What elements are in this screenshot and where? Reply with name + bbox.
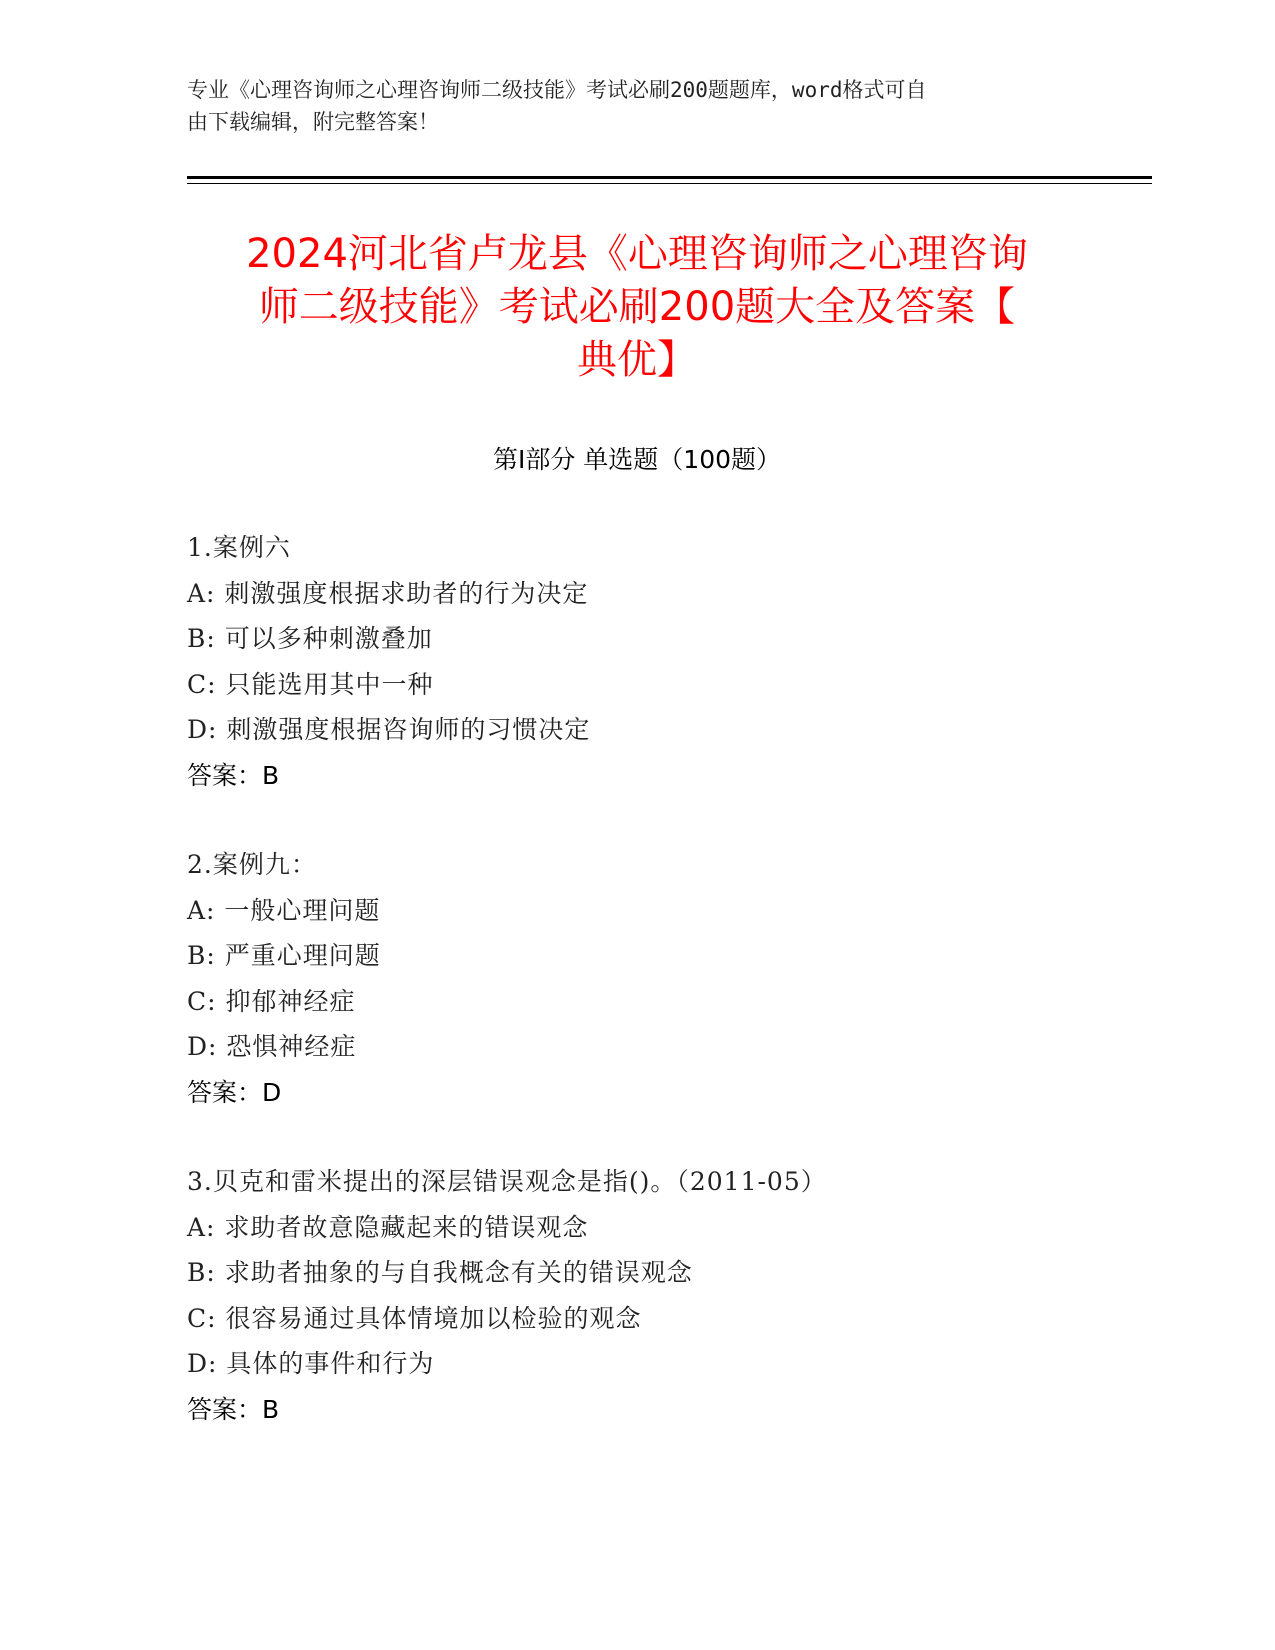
title-line-1: 2024河北省卢龙县《心理咨询师之心理咨询 xyxy=(246,231,1028,277)
question-list xyxy=(187,525,1147,1476)
option-c: C: 很容易通过具体情境加以检验的观念 xyxy=(187,1303,642,1333)
option-d: D: 具体的事件和行为 xyxy=(187,1349,435,1378)
option-a: A: 一般心理问题 xyxy=(187,895,381,925)
header-note xyxy=(187,74,1067,138)
question-stem: 2.案例九： xyxy=(187,850,317,879)
option-b: B: 严重心理问题 xyxy=(187,941,381,970)
document-title xyxy=(187,228,1087,387)
answer: 答案：B xyxy=(187,760,280,790)
question-stem: 3.贝克和雷米提出的深层错误观念是指()。（2011-05） xyxy=(187,1167,827,1196)
option-d: D: 刺激强度根据咨询师的习惯决定 xyxy=(187,715,591,744)
header-note-line-1: 专业《心理咨询师之心理咨询师二级技能》考试必刷200题题库，word格式可自 xyxy=(187,78,927,102)
option-a: A: 求助者故意隐藏起来的错误观念 xyxy=(187,1212,589,1242)
question-stem: 1.案例六 xyxy=(187,533,291,562)
title-line-2: 师二级技能》考试必刷200题大全及答案【 xyxy=(258,284,1016,330)
header-note-line-2: 由下载编辑，附完整答案！ xyxy=(187,110,439,134)
option-a: A: 刺激强度根据求助者的行为决定 xyxy=(187,578,589,608)
header-divider-thick xyxy=(187,176,1152,179)
section-heading: 第I部分 单选题（100题） xyxy=(492,445,782,474)
option-c: C: 抑郁神经症 xyxy=(187,986,356,1016)
question-1 xyxy=(187,525,1147,798)
option-d: D: 恐惧神经症 xyxy=(187,1032,357,1061)
option-b: B: 可以多种刺激叠加 xyxy=(187,624,433,653)
title-line-3: 典优】 xyxy=(577,337,697,383)
question-3 xyxy=(187,1159,1147,1432)
answer: 答案：B xyxy=(187,1394,280,1424)
question-2 xyxy=(187,842,1147,1115)
option-c: C: 只能选用其中一种 xyxy=(187,669,434,699)
answer: 答案：D xyxy=(187,1077,282,1107)
option-b: B: 求助者抽象的与自我概念有关的错误观念 xyxy=(187,1258,693,1287)
header-divider-thin xyxy=(187,183,1152,184)
